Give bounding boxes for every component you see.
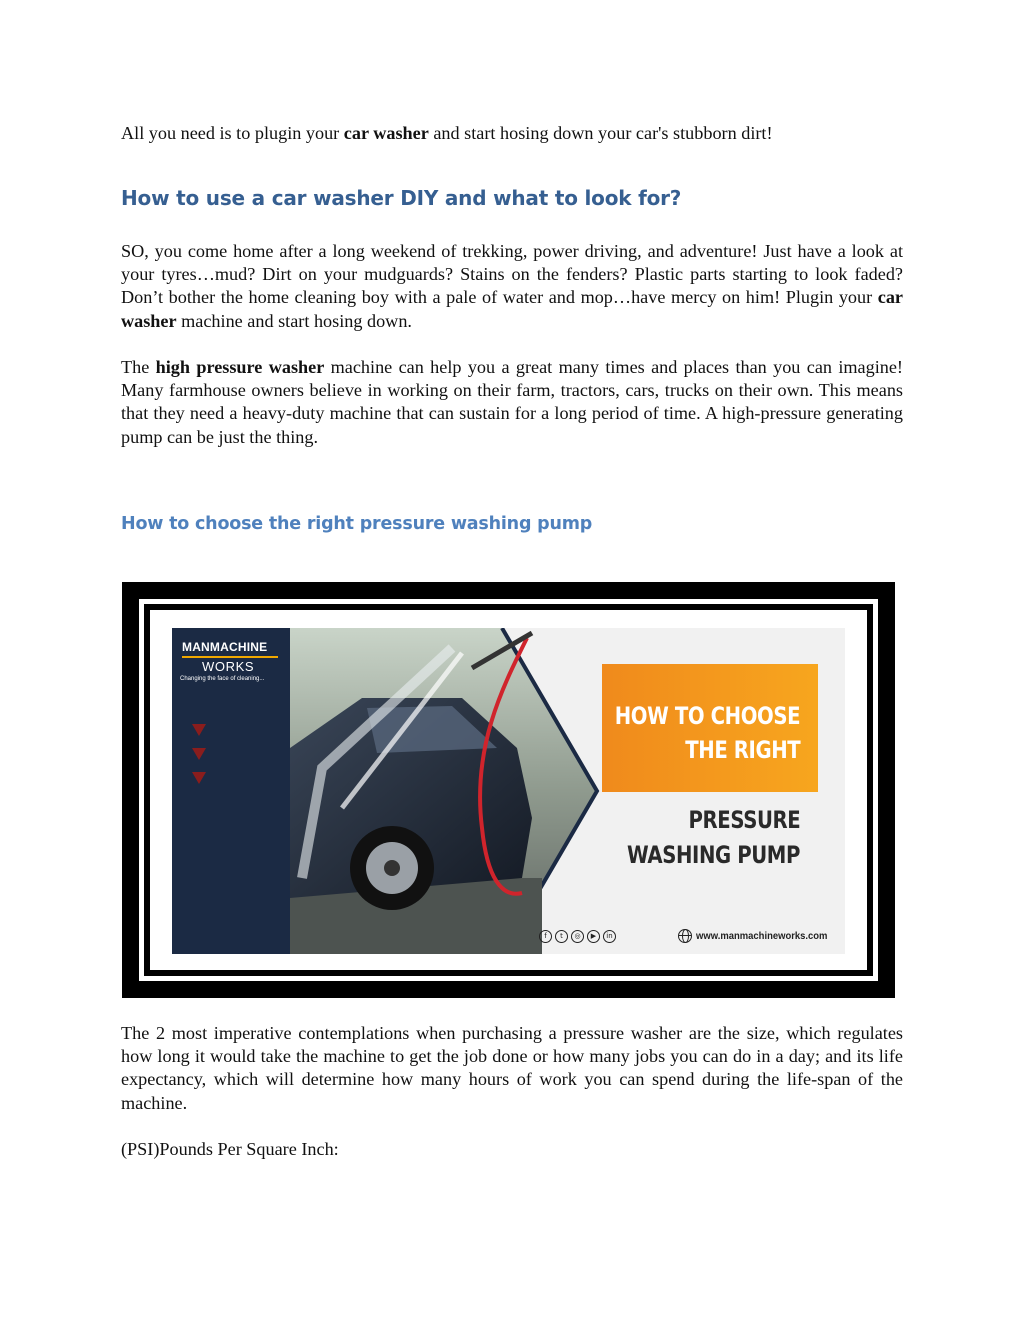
- brand-divider: [182, 656, 278, 658]
- website-url: www.manmachineworks.com: [696, 930, 828, 942]
- triangle-down-icon: [192, 724, 206, 736]
- para2-bold-term: high pressure washer: [155, 357, 325, 377]
- website-link: [678, 929, 842, 943]
- banner-title-line-4: WASHING PUMP: [627, 841, 800, 869]
- para1-bold-term: car washer: [121, 287, 903, 331]
- linkedin-icon: in: [603, 930, 616, 943]
- intro-text-after: and start hosing down your car's stubborn dirt!: [428, 123, 773, 143]
- banner-title-line-2: THE RIGHT: [684, 736, 800, 764]
- intro-bold-term: car washer: [343, 123, 429, 143]
- paragraph-psi: (PSI)Pounds Per Square Inch:: [121, 1139, 339, 1159]
- facebook-icon: f: [539, 930, 552, 943]
- para2-text-after: machine can help you a great many times and places than you can imagine! Many farmhouse owners believe in working on their farm, tractors, cars, trucks on their own. This means that they need a heavy-duty machine that can sustain for a long period of time. A high-pressure generating pump can be just the thing.: [121, 357, 903, 447]
- section-heading-choose-pump: How to choose the right pressure washing pump: [121, 514, 593, 534]
- triangle-down-icon: [192, 772, 206, 784]
- banner-title-line-3: PRESSURE: [688, 806, 800, 834]
- brand-tagline: Changing the face of cleaning...: [180, 676, 265, 682]
- youtube-icon: ▶: [587, 930, 600, 943]
- intro-text-before: All you need is to plugin your: [121, 123, 344, 143]
- brand-works: WORKS: [202, 659, 255, 674]
- twitter-icon: t: [555, 930, 568, 943]
- section-heading-car-washer-diy: How to use a car washer DIY and what to look for?: [121, 186, 682, 210]
- paragraph-high-pressure-washer: [121, 356, 903, 449]
- social-icons: [539, 930, 616, 943]
- paragraph-come-home: [121, 240, 903, 333]
- banner-title-line-1: HOW TO CHOOSE: [614, 702, 800, 730]
- brand-name: MANMACHINE: [182, 640, 268, 654]
- paragraph-imperative-contemplations: The 2 most imperative contemplations when purchasing a pressure washer are the size, which regulates how long it would take the machine to get the job done or how many jobs you can do in a day; and its life expectancy, which will determine how many hours of work you can spend during the life-span of the machine.: [121, 1023, 903, 1113]
- para2-text-before: The: [121, 357, 156, 377]
- intro-paragraph: [121, 122, 903, 145]
- para1-text-after: machine and start hosing down.: [176, 310, 412, 331]
- article-banner-image: [122, 582, 895, 998]
- globe-icon: [678, 929, 692, 943]
- instagram-icon: ◎: [571, 930, 584, 943]
- triangle-down-icon: [192, 748, 206, 760]
- para1-text-before: SO, you come home after a long weekend of trekking, power driving, and adventure! Just have a look at your tyres…mud? Dirt on your mudguards? Stains on the fenders? Plastic parts starting to look faded? Don’t bother the home cleaning boy with a pale of water and mop…have mercy on him! Plugin your: [121, 241, 903, 308]
- banner-canvas: [172, 628, 845, 954]
